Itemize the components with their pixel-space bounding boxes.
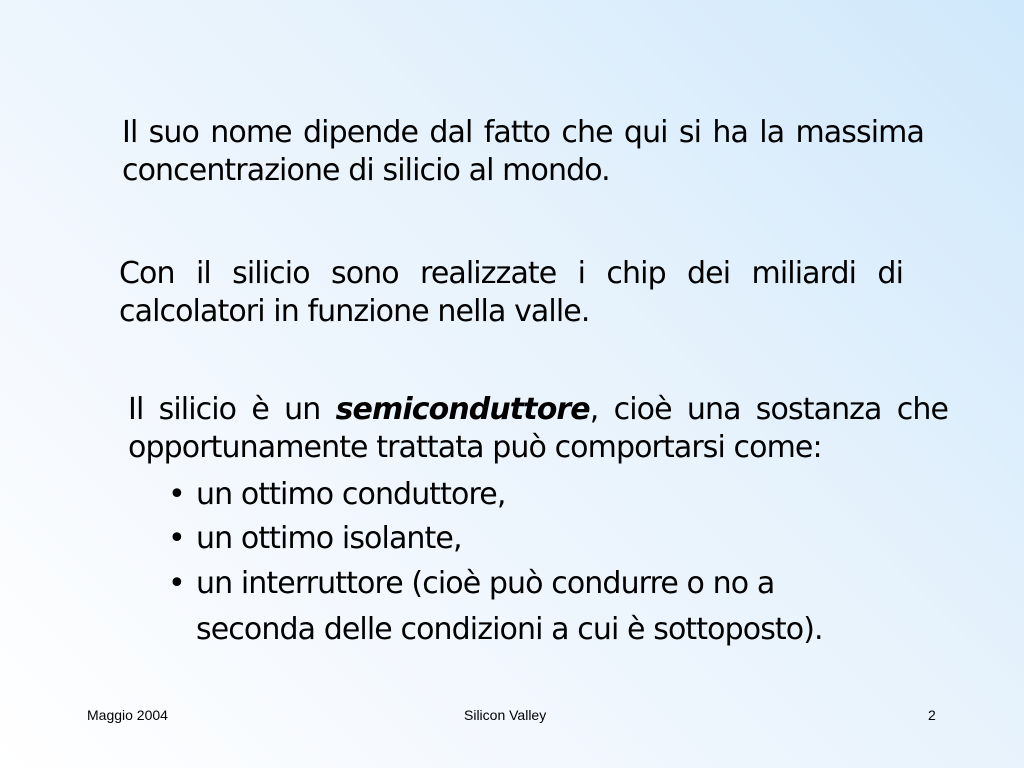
footer-page-number: 2 xyxy=(928,707,936,723)
paragraph-semiconductor-prefix: Il silicio è un xyxy=(128,392,336,427)
paragraph-semiconductor xyxy=(128,391,948,467)
list-item xyxy=(168,517,888,561)
bullet-icon: • xyxy=(168,521,185,556)
bullet-icon: • xyxy=(168,477,185,512)
list-item-text: un ottimo isolante, xyxy=(196,521,462,556)
behavior-list xyxy=(168,473,888,653)
list-item-text: un interruttore (cioè può condurre o no a seconda delle condizioni a cui è sottoposto). xyxy=(196,566,823,647)
list-item xyxy=(168,561,888,653)
semiconductor-keyword: semiconduttore xyxy=(335,392,590,427)
list-item xyxy=(168,473,888,517)
list-item-text: un ottimo conduttore, xyxy=(196,477,506,512)
paragraph-silicon-name: Il suo nome dipende dal fatto che qui si ha la massima concentrazione di silicio al mondo. xyxy=(122,115,924,188)
footer-title: Silicon Valley xyxy=(464,707,547,723)
bullet-icon: • xyxy=(168,566,185,601)
paragraph-semiconductor-suffix: , cioè una sostanza che opportunamente trattata può comportarsi come: xyxy=(128,392,948,465)
footer-date: Maggio 2004 xyxy=(87,707,168,723)
paragraph-chips: Con il silicio sono realizzate i chip dei miliardi di calcolatori in funzione nella valle. xyxy=(119,256,903,329)
